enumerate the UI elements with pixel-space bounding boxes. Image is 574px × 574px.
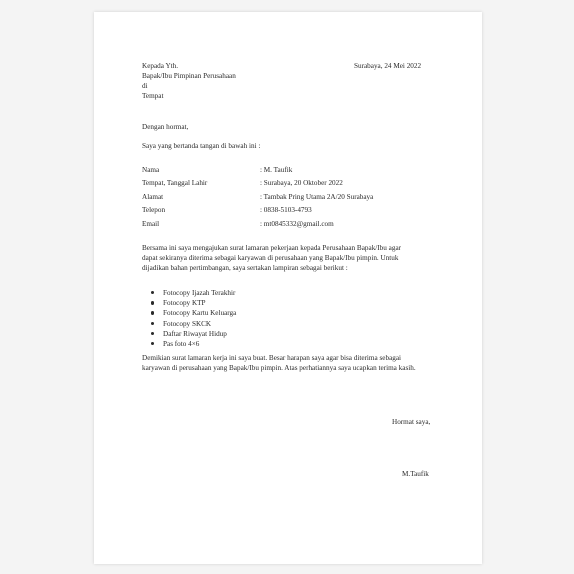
body-paragraph-line: dapat sekiranya diterima sebagai karyawan di perusahaan yang Bapak/Ibu pimpin. Untuk: [142, 254, 399, 262]
closing-paragraph-line: Demikian surat lamaran kerja ini saya buat. Besar harapan saya agar bisa diterima sebagai: [142, 354, 402, 362]
body-paragraph-line: Bersama ini saya mengajukan surat lamaran pekerjaan kepada Perusahaan Bapak/Ibu agar: [142, 244, 402, 252]
detail-value: : mt0845332@gmail.com: [260, 220, 334, 228]
list-item: Pas foto 4×6: [151, 339, 236, 349]
bullet-icon: [151, 301, 154, 304]
recipient-line: Bapak/Ibu Pimpinan Perusahaan: [142, 72, 236, 80]
bullet-icon: [151, 311, 154, 314]
closing-salutation: Hormat saya,: [392, 418, 431, 426]
detail-label: Alamat: [142, 193, 164, 201]
detail-label: Email: [142, 220, 160, 228]
recipient-line: di: [142, 82, 148, 90]
bullet-icon: [151, 342, 154, 345]
bullet-icon: [151, 322, 154, 325]
greeting: Dengan hormat,: [142, 123, 189, 131]
detail-value: : M. Taufik: [260, 166, 293, 174]
list-item: Fotocopy KTP: [151, 298, 236, 308]
detail-label: Telepon: [142, 206, 166, 214]
detail-label: Tempat, Tanggal Lahir: [142, 179, 208, 187]
attachment-list: [151, 288, 236, 349]
letter-page: [94, 12, 482, 564]
bullet-icon: [151, 291, 154, 294]
list-item: Fotocopy SKCK: [151, 319, 236, 329]
list-item: Daftar Riwayat Hidup: [151, 329, 236, 339]
detail-value: : 0838-5103-4793: [260, 206, 312, 214]
list-item: Fotocopy Ijazah Terakhir: [151, 288, 236, 298]
closing-paragraph-line: karyawan di perusahaan yang Bapak/Ibu pimpin. Atas perhatiannya saya ucapkan terima kasih.: [142, 364, 416, 372]
detail-value: : Tambak Pring Utama 2A/20 Surabaya: [260, 193, 374, 201]
recipient-line: Kepada Yth.: [142, 62, 179, 70]
signature-name: M.Taufik: [402, 470, 429, 478]
recipient-line: Tempat: [142, 92, 164, 100]
place-date: Surabaya, 24 Mei 2022: [354, 62, 422, 70]
list-item: Fotocopy Kartu Keluarga: [151, 308, 236, 318]
bullet-icon: [151, 332, 154, 335]
detail-value: : Surabaya, 20 Oktober 2022: [260, 179, 343, 187]
body-paragraph-line: dijadikan bahan pertimbangan, saya sertakan lampiran sebagai berikut :: [142, 264, 348, 272]
intro-text: Saya yang bertanda tangan di bawah ini :: [142, 142, 261, 150]
detail-label: Nama: [142, 166, 160, 174]
